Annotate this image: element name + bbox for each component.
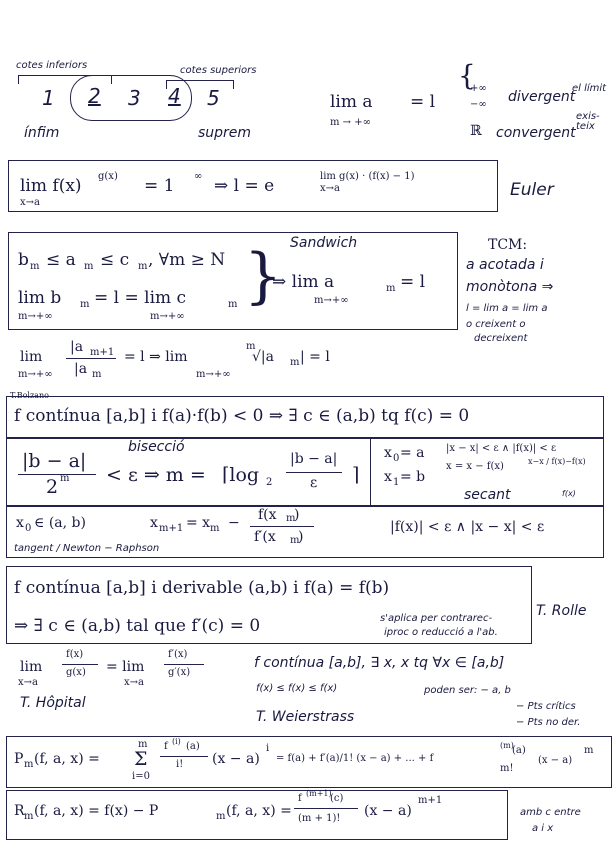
seq-1: 1	[42, 86, 55, 110]
remainder-lhs: R	[14, 803, 25, 819]
hopital-fp: f′(x)	[168, 649, 188, 660]
rolle-note1: s'aplica per contrarec-	[380, 613, 493, 624]
secant-label: secant	[464, 487, 511, 503]
euler-inf: ∞	[194, 171, 203, 182]
sandwich-title: Sandwich	[290, 235, 358, 251]
ratio-lim: lim	[20, 349, 43, 365]
weierstrass-note1: poden ser: − a, b	[424, 685, 511, 696]
sandwich-result-a-sub: m	[386, 283, 396, 294]
sandwich-c-sub: m	[138, 261, 148, 272]
newton-num: f(x	[258, 507, 277, 523]
sandwich-line1-b: b	[18, 250, 29, 270]
sandwich-line2: lim b	[18, 288, 62, 308]
sandwich-box	[8, 232, 458, 330]
taylor-args: (f, a, x) =	[34, 751, 100, 767]
newton-x0-sub: 0	[25, 523, 32, 534]
bisection-den: 2	[46, 476, 59, 498]
newton-den-close: )	[298, 529, 304, 545]
tcm-line1: a acotada i	[466, 257, 544, 273]
euler-name: Euler	[510, 180, 554, 200]
bolzano-text: f contínua [a,b] i f(a)·f(b) < 0 ⇒ ∃ c ∈ (a,b) tq f(c) = 0	[14, 406, 470, 426]
rolle-line1: f contínua [a,b] i derivable (a,b) i f(a) = f(b)	[14, 578, 390, 598]
limit-pinf: +∞	[470, 83, 487, 94]
seq-5: 5	[207, 86, 220, 110]
sandwich-line1-c: ≤ c	[100, 250, 130, 270]
newton-x0: x	[16, 515, 24, 531]
secant-iter: x = x − f(x)	[446, 461, 504, 472]
euler-eq: = 1	[144, 176, 175, 196]
sandwich-brace: }	[244, 241, 283, 311]
ratio-den: |a	[74, 361, 88, 377]
ratio-root-sub: m	[290, 357, 300, 368]
sandwich-forall: , ∀m ≥ N	[148, 250, 226, 270]
hopital-gp: g′(x)	[168, 667, 191, 678]
bolzano-label: T.Bolzano	[10, 391, 49, 400]
euler-lhs: lim f(x)	[20, 176, 82, 196]
bisection-frac-den: ε	[310, 475, 318, 491]
cotes-inferiors-label: cotes inferiors	[16, 60, 88, 71]
seq-3: 3	[128, 86, 141, 110]
taylor-sum-bot: i=0	[132, 771, 150, 782]
weierstrass-note3: − Pts no der.	[516, 717, 581, 728]
limit-lhs: lim a	[330, 92, 373, 112]
weierstrass-line2: f(x) ≤ f(x) ≤ f(x)	[256, 683, 338, 694]
bisection-num: |b − a|	[22, 450, 87, 472]
remainder-num-sup: (m+1)	[306, 789, 332, 798]
ratio-fraction-line	[66, 358, 116, 359]
tcm-line5: decreixent	[474, 333, 528, 344]
tcm-line2: monòtona ⇒	[466, 279, 554, 295]
taylor-fraction-line	[160, 756, 208, 757]
remainder-num-c: (c)	[330, 793, 344, 804]
newton-minus: −	[228, 515, 240, 531]
newton-num-sub: m	[286, 513, 296, 524]
newton-iter: x	[150, 515, 158, 531]
hopital-g: g(x)	[66, 667, 86, 678]
bisection-fraction-line	[18, 474, 96, 475]
taylor-lhs: P	[14, 751, 24, 767]
newton-eq-sub: m	[210, 523, 220, 534]
seq-2: 2	[88, 84, 101, 108]
remainder-tail-sup: m+1	[418, 795, 443, 806]
taylor-term: f	[164, 741, 168, 752]
ratio-n: m	[246, 341, 256, 352]
ratio-num-sub: m+1	[90, 347, 115, 358]
ratio-rest: = l ⇒ lim	[124, 349, 188, 365]
sandwich-line2-mid: = l = lim c	[94, 288, 187, 308]
bisection-close: ⌉	[352, 464, 360, 486]
taylor-expand-den: m!	[500, 763, 514, 774]
hopital-label: T. Hôpital	[20, 695, 86, 711]
bisection-label: bisecció	[128, 439, 185, 455]
tcm-line3: l = lim a = lim a	[466, 303, 548, 314]
limit-el-limit: el límit	[572, 83, 607, 94]
hopital-line2	[164, 664, 204, 665]
rolle-note2: iproc o reducció a l'ab.	[384, 627, 498, 638]
remainder-sub: m	[24, 811, 34, 822]
sandwich-b-sub: m	[30, 261, 40, 272]
rolle-label: T. Rolle	[536, 603, 587, 619]
secant-note: f(x)	[562, 489, 576, 498]
taylor-expand-sup: (m)	[500, 741, 514, 750]
secant-x0-rest: = a	[400, 445, 425, 461]
newton-den-sub: m	[290, 535, 300, 546]
secant-x0-sub: 0	[393, 453, 400, 464]
euler-sub: x→a	[20, 197, 40, 208]
taylor-sum-top: m	[138, 739, 148, 750]
taylor-term-tail-sup: i	[266, 743, 270, 754]
newton-x0-rest: ∈ (a, b)	[34, 515, 86, 531]
sandwich-result-tail: = l	[400, 272, 426, 292]
taylor-expand-tail: (x − a)	[538, 755, 573, 766]
remainder-tail: (x − a)	[364, 803, 412, 819]
remainder-fraction-line	[294, 808, 358, 809]
tcm-line4: o creixent o	[466, 319, 526, 330]
newton-fraction-line	[250, 526, 314, 527]
hopital-f: f(x)	[66, 649, 84, 660]
ratio-sub: m→+∞	[18, 369, 53, 380]
ratio-root: √|a	[252, 349, 274, 365]
taylor-term-tail: (x − a)	[212, 751, 260, 767]
infim-label: ínfim	[24, 125, 60, 141]
bisection-frac-num: |b − a|	[290, 451, 338, 467]
limit-real: ℝ	[470, 123, 482, 139]
euler-gx: g(x)	[98, 171, 118, 182]
sandwich-lim-c-sub: m	[228, 299, 238, 310]
hopital-line1	[62, 664, 98, 665]
bisection-rest: < ε ⇒ m =	[106, 464, 206, 486]
limit-eq: = l	[410, 92, 436, 112]
limit-minf: −∞	[470, 99, 487, 110]
hopital-sub: x→a	[18, 677, 38, 688]
sandwich-result: ⇒ lim a	[272, 272, 335, 292]
suprem-label: suprem	[198, 125, 252, 141]
remainder-args2: (f, a, x) =	[226, 803, 292, 819]
bisection-log-sub: 2	[266, 477, 273, 488]
newton-den: f′(x	[254, 529, 276, 545]
taylor-expand-tail-sup: m	[584, 745, 594, 756]
hopital-lhs: lim	[20, 659, 43, 675]
bisection-inner-line	[286, 472, 342, 473]
seq-4: 4	[168, 84, 181, 108]
taylor-term-den: i!	[176, 759, 184, 770]
newton-label: tangent / Newton − Raphson	[14, 543, 160, 554]
taylor-term-sup: (i)	[172, 737, 181, 746]
rolle-line2: ⇒ ∃ c ∈ (a,b) tal que f′(c) = 0	[14, 616, 261, 636]
newton-num-close: )	[294, 507, 300, 523]
ratio-den-sub: m	[92, 369, 102, 380]
weierstrass-line1: f contínua [a,b], ∃ x, x tq ∀x ∈ [a,b]	[254, 655, 505, 671]
limit-divergent: divergent	[508, 89, 576, 105]
remainder-num: f	[298, 793, 302, 804]
limit-existeix: exis-teix	[576, 111, 600, 132]
newton-iter-sub: m+1	[159, 523, 184, 534]
bisection-log: ⌈log	[222, 464, 260, 486]
secant-x1: x	[384, 469, 392, 485]
sandwich-sub1: m→+∞	[18, 311, 53, 322]
bisection-den-sup: m	[60, 473, 70, 484]
ratio-root-tail: | = l	[300, 349, 330, 365]
sandwich-result-sub: m→+∞	[314, 295, 349, 306]
secant-x0: x	[384, 445, 392, 461]
sandwich-sub2: m→+∞	[150, 311, 185, 322]
secant-cond: |x − x| < ε ∧ |f(x)| < ε	[446, 443, 557, 454]
euler-exp: lim g(x) · (f(x) − 1)	[320, 171, 415, 182]
taylor-sum: Σ	[134, 748, 148, 770]
newton-eq: = x	[186, 515, 211, 531]
secant-x1-sub: 1	[393, 477, 400, 488]
hopital-eq: = lim	[106, 659, 145, 675]
weierstrass-note2: − Pts crítics	[516, 701, 576, 712]
secant-x1-rest: = b	[400, 469, 426, 485]
secant-frac: x−x / f(x)−f(x)	[528, 457, 586, 466]
remainder-note2: a i x	[532, 823, 554, 834]
weierstrass-label: T. Weierstrass	[256, 709, 355, 725]
hopital-sub2: x→a	[124, 677, 144, 688]
taylor-expand: = f(a) + f′(a)/1! (x − a) + ... + f	[276, 753, 434, 764]
tcm-title: TCM:	[488, 237, 528, 253]
newton-cond: |f(x)| < ε ∧ |x − x| < ε	[390, 519, 545, 535]
cotes-superiors-label: cotes superiors	[180, 65, 257, 76]
sandwich-lim-b-sub: m	[80, 299, 90, 310]
ratio-sub2: m→+∞	[196, 369, 231, 380]
sandwich-a-sub: m	[84, 261, 94, 272]
euler-arrow: ⇒ l = e	[214, 176, 275, 196]
limit-convergent: convergent	[496, 125, 576, 141]
taylor-expand-a: (a)	[512, 745, 526, 756]
remainder-args: (f, a, x) = f(x) − P	[34, 803, 159, 819]
remainder-note1: amb c entre	[520, 807, 581, 818]
taylor-term-a: (a)	[186, 741, 200, 752]
limit-brace: {	[458, 59, 476, 92]
ratio-num: |a	[70, 339, 84, 355]
taylor-sub: m	[24, 759, 34, 770]
sandwich-line1-a: ≤ a	[46, 250, 76, 270]
remainder-den: (m + 1)!	[298, 813, 341, 824]
euler-exp-sub: x→a	[320, 183, 340, 194]
limit-sub: m → +∞	[330, 117, 371, 128]
remainder-p-sub: m	[216, 811, 226, 822]
